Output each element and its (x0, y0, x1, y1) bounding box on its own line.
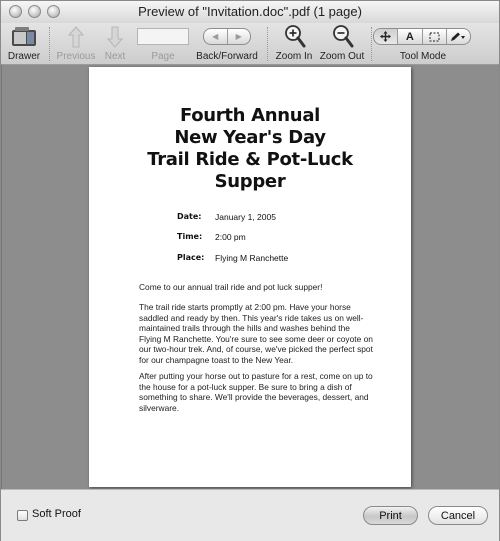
drawer-label: Drawer (7, 51, 41, 62)
detail-label: Time: (177, 232, 203, 241)
drawer-button[interactable] (5, 23, 43, 65)
arrow-down-icon (107, 26, 123, 48)
back-forward-group (195, 23, 259, 65)
zoom-in-label: Zoom In (275, 51, 313, 62)
soft-proof-checkbox[interactable] (17, 510, 28, 521)
back-forward-label: Back/Forward (196, 51, 258, 62)
paragraph: After putting your horse out to pasture for a rest, come on up to the house for a pot-luck supper. Be sure to bring a dish of something to share. We'll provide the beverages, dessert, and silverware. (139, 371, 373, 413)
page-label: Page (151, 51, 175, 62)
forward-icon: ▶ (235, 32, 242, 41)
tool-mode-label: Tool Mode (399, 51, 447, 62)
tool-mode-group (373, 23, 473, 65)
toolbar-separator (49, 27, 50, 61)
print-button[interactable]: Print (363, 506, 418, 525)
window-title: Preview of "Invitation.doc".pdf (1 page) (138, 4, 362, 19)
tool-mode-control (373, 28, 471, 45)
arrow-up-icon (68, 26, 84, 48)
next-label: Next (104, 51, 126, 62)
detail-label: Place: (177, 253, 205, 262)
annotate-tool-button[interactable] (446, 29, 470, 44)
paragraph: The trail ride starts promptly at 2:00 pm. Have your horse saddled and ready by then. This year's ride takes us on well-maintained trails through the hills and washes behind the Flying M Ranchette. You're sure to see some deer or coyote on our two-hour trek. And, of course, we've picked the perfect spot for our champagne toast to the New Year. (139, 302, 373, 365)
zoom-in-button[interactable] (273, 23, 315, 65)
soft-proof-label[interactable]: Soft Proof (32, 508, 81, 520)
toolbar-separator (371, 27, 372, 61)
document-view[interactable] (1, 65, 499, 489)
move-tool-icon (380, 31, 391, 42)
detail-value: Flying M Ranchette (215, 253, 289, 263)
paragraph: Come to our annual trail ride and pot luck supper! (139, 282, 323, 292)
view-edge (1, 65, 2, 489)
previous-label: Previous (56, 51, 96, 62)
pdf-page (89, 67, 411, 487)
toolbar (1, 23, 499, 65)
text-tool-button[interactable] (397, 29, 421, 44)
back-icon: ◀ (212, 32, 219, 41)
forward-button[interactable] (227, 29, 251, 44)
next-button[interactable] (99, 23, 131, 65)
title-bar[interactable] (1, 1, 499, 23)
zoom-out-icon (332, 24, 354, 48)
zoom-out-button[interactable] (317, 23, 367, 65)
toolbar-separator (267, 27, 268, 61)
title-line: Supper (214, 171, 286, 192)
title-line: Fourth Annual (179, 105, 321, 126)
cancel-button[interactable]: Cancel (428, 506, 488, 525)
text-tool-icon: A (405, 30, 414, 43)
previous-button[interactable] (53, 23, 99, 65)
select-tool-button[interactable] (422, 29, 446, 44)
page-field-group (137, 23, 189, 65)
select-tool-icon (429, 32, 440, 42)
document-title (89, 105, 411, 193)
annotate-tool-icon (450, 32, 466, 42)
drawer-icon (11, 26, 37, 48)
back-button[interactable] (204, 29, 227, 44)
bottom-bar (1, 489, 499, 541)
zoom-in-icon (284, 24, 306, 48)
detail-value: January 1, 2005 (215, 212, 276, 222)
detail-label: Date: (177, 212, 202, 221)
move-tool-button[interactable] (374, 29, 397, 44)
zoom-out-label: Zoom Out (319, 51, 365, 62)
detail-value: 2:00 pm (215, 232, 246, 242)
title-line: Trail Ride & Pot-Luck (147, 149, 353, 170)
back-forward-control (203, 28, 251, 45)
title-line: New Year's Day (174, 127, 326, 148)
